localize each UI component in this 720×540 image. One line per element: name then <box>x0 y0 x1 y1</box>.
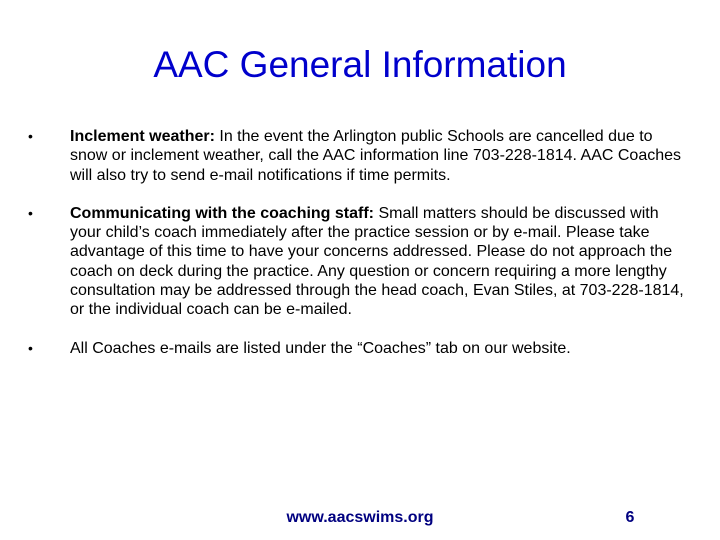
bullet-item-communicating <box>28 204 688 320</box>
bullet-text: Small matters should be discussed with your child’s coach immediately after the practice session or by e-mail. Please take advantage of this time to have your concerns addressed. Please do not approach the coach on deck during the practice. Any question or concern requiring a more lengthy consultation may be addressed through the head coach, Evan Stiles, at 703-228-1814, or the individual coach can be e-mailed. <box>70 204 684 319</box>
bullet-icon: • <box>28 204 33 221</box>
footer-page-number: 6 <box>625 509 635 526</box>
bullet-icon: • <box>28 128 33 144</box>
footer-website-url: www.aacswims.org <box>286 509 434 526</box>
bullet-icon: • <box>28 339 33 356</box>
bullet-text: All Coaches e-mails are listed under the “Coaches” tab on our website. <box>70 339 571 357</box>
slide-title: AAC General Information <box>153 44 567 85</box>
bullet-heading: Inclement weather: <box>70 128 215 145</box>
bullet-list <box>28 127 688 358</box>
bullet-text: In the event the Arlington public Schools are cancelled due to snow or inclement weather, call the AAC information line 703-228-1814. AAC Coaches will also try to send e-mail notifications if time permits. <box>70 128 682 184</box>
bullet-item-inclement-weather <box>28 127 688 185</box>
bullet-heading: Communicating with the coaching staff: <box>70 204 375 222</box>
bullet-item-coach-emails <box>28 339 688 358</box>
